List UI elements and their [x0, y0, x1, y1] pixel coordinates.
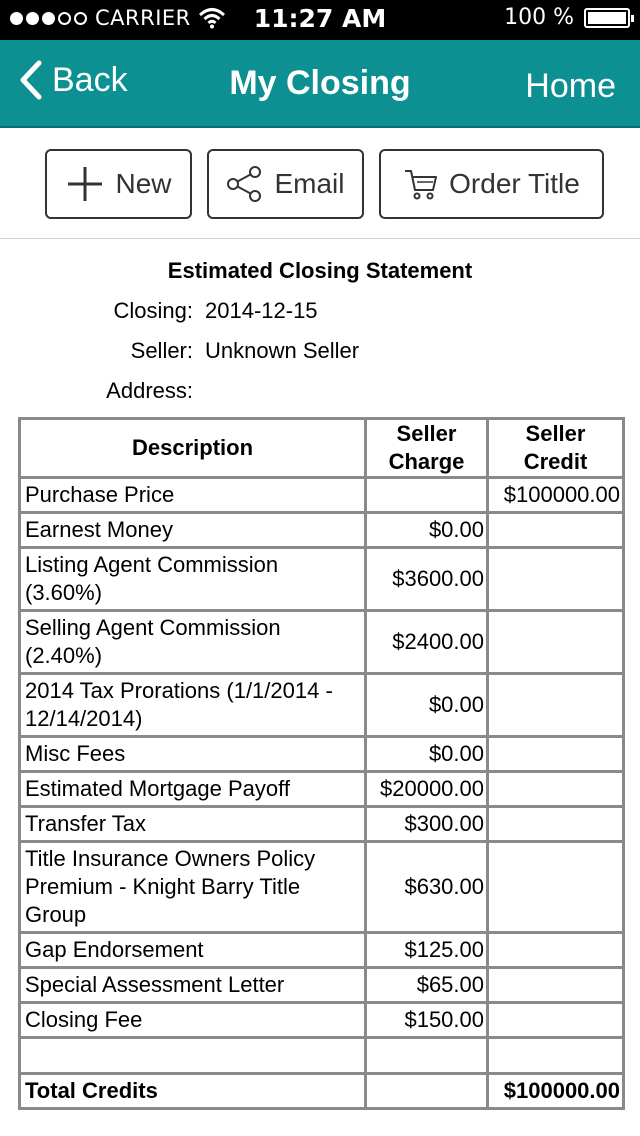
table-row	[20, 1038, 624, 1074]
table-row	[20, 807, 624, 842]
row-seller-charge: $0.00	[366, 674, 488, 737]
total-credits-value: $100000.00	[488, 1074, 624, 1109]
row-description: Purchase Price	[20, 478, 366, 513]
closing-statement-table	[18, 417, 625, 1110]
row-seller-credit	[488, 513, 624, 548]
row-description: Special Assessment Letter	[20, 968, 366, 1003]
row-description: Gap Endorsement	[20, 933, 366, 968]
seller-value: Unknown Seller	[205, 338, 360, 363]
header-description: Description	[20, 419, 366, 478]
plus-icon	[65, 164, 105, 204]
table-row	[20, 1003, 624, 1038]
toolbar	[0, 128, 640, 239]
row-seller-credit	[488, 968, 624, 1003]
row-seller-charge	[366, 1038, 488, 1074]
table-row	[20, 548, 624, 611]
row-seller-charge: $0.00	[366, 513, 488, 548]
row-seller-charge: $2400.00	[366, 611, 488, 674]
table-row	[20, 933, 624, 968]
row-description: Misc Fees	[20, 737, 366, 772]
back-button[interactable]	[18, 60, 128, 100]
row-description: Earnest Money	[20, 513, 366, 548]
page-title: My Closing	[229, 64, 411, 102]
battery-icon	[584, 8, 630, 28]
row-seller-credit	[488, 674, 624, 737]
total-credits-row	[20, 1074, 624, 1109]
statement-title: Estimated Closing Statement	[167, 258, 473, 283]
row-seller-credit	[488, 842, 624, 933]
row-seller-credit	[488, 933, 624, 968]
row-seller-charge: $630.00	[366, 842, 488, 933]
row-seller-charge: $300.00	[366, 807, 488, 842]
home-button[interactable]: Home	[525, 67, 616, 105]
new-button[interactable]	[45, 149, 192, 219]
header-seller-charge: Seller Charge	[366, 419, 488, 478]
closing-table-wrap	[18, 417, 624, 1110]
carrier-name: CARRIER	[95, 6, 191, 30]
shopping-cart-icon	[403, 166, 439, 202]
row-seller-charge: $3600.00	[366, 548, 488, 611]
row-description: Listing Agent Commission (3.60%)	[20, 548, 366, 611]
row-description: Transfer Tax	[20, 807, 366, 842]
nav-bar	[0, 40, 640, 128]
row-description: Estimated Mortgage Payoff	[20, 772, 366, 807]
row-seller-credit	[488, 1038, 624, 1074]
status-bar	[0, 0, 640, 40]
row-seller-credit	[488, 772, 624, 807]
back-label: Back	[52, 60, 128, 99]
row-seller-credit	[488, 548, 624, 611]
header-seller-credit: Seller Credit	[488, 419, 624, 478]
closing-label: Closing:	[113, 298, 193, 323]
row-description: Closing Fee	[20, 1003, 366, 1038]
row-seller-charge	[366, 478, 488, 513]
row-description: Title Insurance Owners Policy Premium - Knight Barry Title Group	[20, 842, 366, 933]
address-label: Address:	[106, 378, 193, 403]
share-icon	[226, 165, 264, 203]
table-row	[20, 968, 624, 1003]
seller-label: Seller:	[130, 338, 193, 363]
row-seller-credit	[488, 611, 624, 674]
closing-value: 2014-12-15	[205, 298, 318, 323]
table-row	[20, 478, 624, 513]
status-right	[504, 5, 630, 30]
table-header-row	[20, 419, 624, 478]
row-seller-credit	[488, 1003, 624, 1038]
status-time: 11:27 AM	[253, 4, 387, 33]
row-description: Selling Agent Commission (2.40%)	[20, 611, 366, 674]
row-seller-charge: $125.00	[366, 933, 488, 968]
table-row	[20, 611, 624, 674]
row-description	[20, 1038, 366, 1074]
row-seller-charge: $0.00	[366, 737, 488, 772]
email-button[interactable]	[207, 149, 364, 219]
new-label: New	[115, 168, 172, 199]
table-row	[20, 842, 624, 933]
email-label: Email	[274, 168, 345, 199]
table-row	[20, 513, 624, 548]
row-seller-charge: $150.00	[366, 1003, 488, 1038]
chevron-left-icon	[18, 60, 44, 100]
row-description: 2014 Tax Prorations (1/1/2014 - 12/14/2014)	[20, 674, 366, 737]
row-seller-charge: $20000.00	[366, 772, 488, 807]
table-row	[20, 674, 624, 737]
table-row	[20, 772, 624, 807]
order-title-button[interactable]	[379, 149, 604, 219]
total-credits-label: Total Credits	[20, 1074, 366, 1109]
row-seller-credit: $100000.00	[488, 478, 624, 513]
row-seller-credit	[488, 807, 624, 842]
table-row	[20, 737, 624, 772]
battery-percent: 100 %	[504, 5, 574, 30]
order-title-label: Order Title	[449, 168, 580, 199]
row-seller-charge: $65.00	[366, 968, 488, 1003]
row-seller-credit	[488, 737, 624, 772]
total-credits-charge	[366, 1074, 488, 1109]
